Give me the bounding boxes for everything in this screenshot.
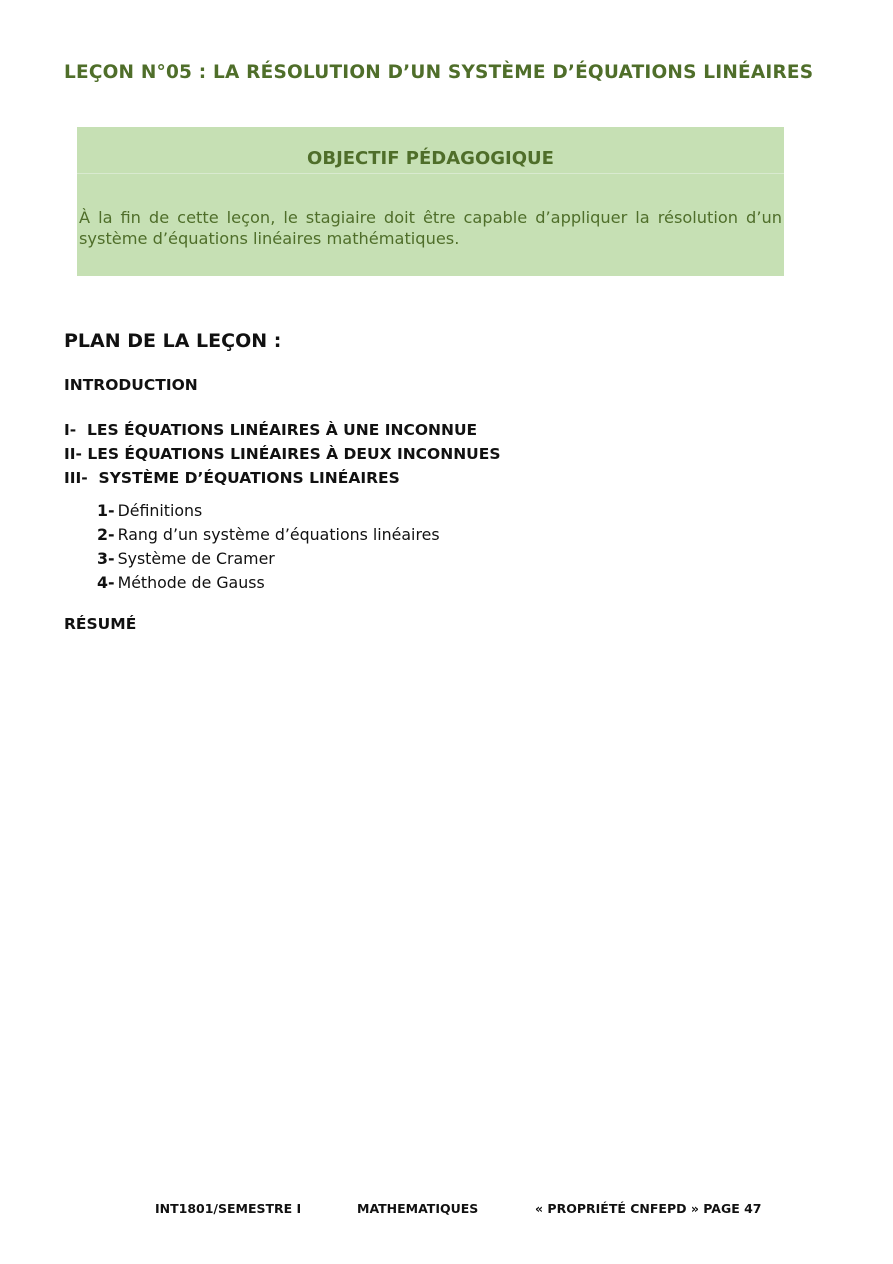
subsection-number: 1- (97, 501, 115, 520)
footer-subject: MATHEMATIQUES (357, 1201, 479, 1216)
plan-title: PLAN DE LA LEÇON : (64, 330, 282, 352)
plan-section-item (64, 466, 501, 490)
section-number: I- (64, 421, 77, 439)
plan-introduction: INTRODUCTION (64, 376, 198, 394)
objective-box (77, 127, 784, 276)
subsection-label: Définitions (117, 501, 203, 520)
footer-course-code: INT1801/SEMESTRE I (155, 1201, 302, 1216)
subsection-number: 3- (97, 549, 115, 568)
plan-subsection-item (97, 571, 440, 595)
plan-section-item (64, 418, 501, 442)
plan-subsection-item (97, 547, 440, 571)
objective-heading: OBJECTIF PÉDAGOGIQUE (77, 127, 784, 174)
plan-subsection-item (97, 523, 440, 547)
section-label: LES ÉQUATIONS LINÉAIRES À DEUX INCONNUES (87, 445, 501, 463)
section-number: III- (64, 469, 88, 487)
plan-subsections-list (97, 499, 440, 595)
objective-text: À la fin de cette leçon, le stagiaire doit être capable d’appliquer la résolution d’un système d’équations linéaires mathématiques. (79, 208, 782, 248)
section-label: SYSTÈME D’ÉQUATIONS LINÉAIRES (98, 469, 400, 487)
footer-page-info: « PROPRIÉTÉ CNFEPD » PAGE 47 (535, 1201, 762, 1216)
subsection-number: 2- (97, 525, 115, 544)
lesson-title: LEÇON N°05 : LA RÉSOLUTION D’UN SYSTÈME D’ÉQUATIONS LINÉAIRES (64, 62, 814, 83)
subsection-number: 4- (97, 573, 115, 592)
section-label: LES ÉQUATIONS LINÉAIRES À UNE INCONNUE (87, 421, 478, 439)
subsection-label: Rang d’un système d’équations linéaires (117, 525, 440, 544)
plan-subsection-item (97, 499, 440, 523)
plan-sections-list (64, 418, 501, 490)
subsection-label: Méthode de Gauss (117, 573, 265, 592)
plan-section-item (64, 442, 501, 466)
subsection-label: Système de Cramer (117, 549, 275, 568)
plan-summary: RÉSUMÉ (64, 615, 137, 633)
section-number: II- (64, 445, 82, 463)
